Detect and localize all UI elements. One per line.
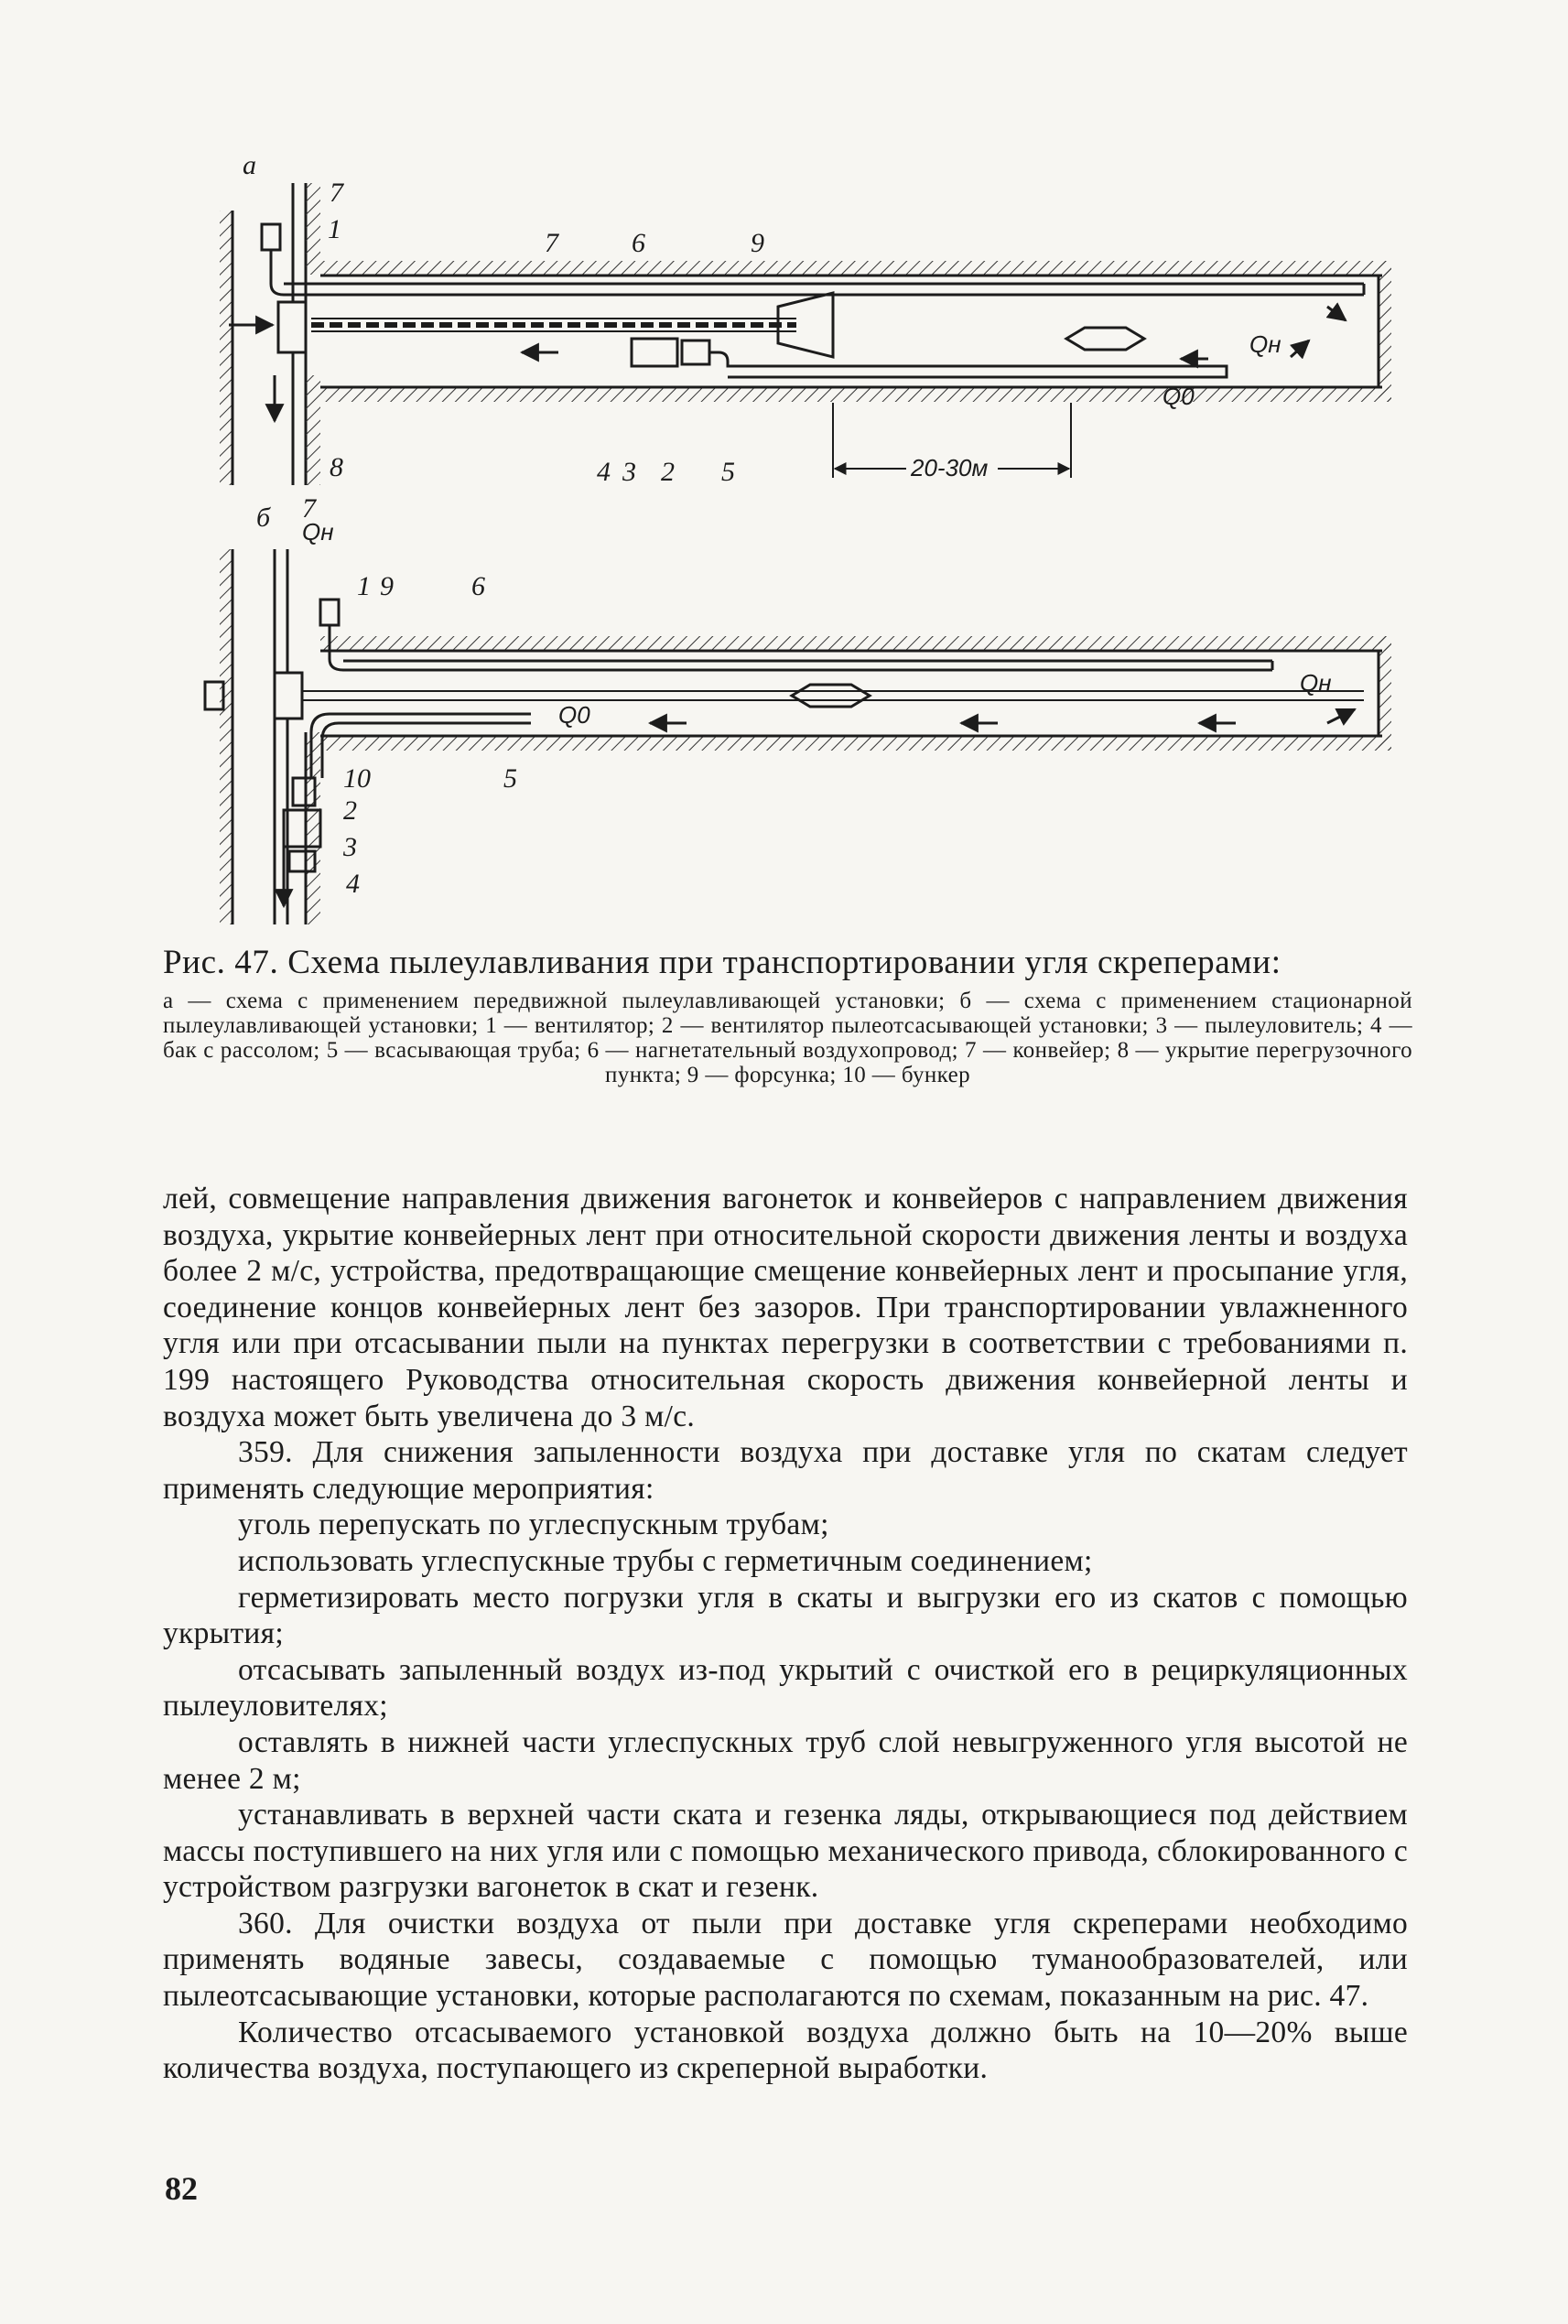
label-2: 2 <box>661 457 675 487</box>
dust-collection-diagram <box>192 146 1400 934</box>
list-item: отсасывать запыленный воздух из-под укрытий с очисткой его в рециркуляционных пылеуловителях; <box>163 1652 1408 1724</box>
list-item: устанавливать в верхней части ската и гезенка ляды, открывающиеся под действием массы поступившего на них угля или с помощью механического привода, сблокированного с устройством разгрузки вагонеток в скат и гезенк. <box>163 1798 1408 1905</box>
label-9: 9 <box>380 571 394 601</box>
transfer-cover <box>275 673 302 719</box>
flow-label-qn: Qн <box>1249 330 1281 358</box>
list-item: использовать углеспускные трубы с герметичным соединением; <box>238 1543 1093 1578</box>
label-6: 6 <box>471 571 485 601</box>
paragraph: Количество отсасываемого установкой воздуха должно быть на 10—20% выше количества воздуха, поступающего из скреперной выработки. <box>163 2015 1408 2086</box>
scraper <box>792 685 870 707</box>
label-7: 7 <box>330 178 343 208</box>
dimension-label: 20-30м <box>911 454 989 481</box>
list-item: оставлять в нижней части углеспускных труб слой невыгруженного угля высотой не менее 2 м; <box>163 1724 1408 1796</box>
label-8: 8 <box>330 452 343 482</box>
drift-roof-hatch <box>320 636 1391 651</box>
figure-caption <box>163 943 1412 1087</box>
caption-title: Рис. 47. Схема пылеулавливания при транспортировании угля скреперами: <box>163 944 1281 981</box>
label-6: 6 <box>632 228 645 258</box>
drift-roof-hatch <box>320 261 1391 276</box>
fan-1 <box>320 600 339 625</box>
air-arrow <box>1291 340 1309 357</box>
label-1: 1 <box>357 571 371 601</box>
label-3: 3 <box>622 457 636 487</box>
label-7: 7 <box>545 228 558 258</box>
nozzle-9 <box>778 293 833 357</box>
fan-1 <box>262 224 280 250</box>
label-4: 4 <box>597 457 611 487</box>
flow-label-qn: Qн <box>1300 669 1332 697</box>
transfer-cover-8 <box>278 302 306 352</box>
shaft-wall-hatch <box>306 375 320 485</box>
air-arrow <box>1327 307 1346 320</box>
label-3: 3 <box>343 832 357 862</box>
label-4: 4 <box>346 869 360 899</box>
caption-legend: а — схема с применением передвижной пылеулавливающей установки; б — схема с применением стационарной пылеулавливающей установки; 1 — вентилятор; 2 — вентилятор пылеотсасывающей установки; 3 — пылеуловитель; 4 — бак с рассолом; 5 — всасывающая труба; 6 — нагнетательный воздухопровод; 7 — конвейер; 8 — укрытие перегрузочного пункта; 9 — форсунка; 10 — бункер <box>163 989 1412 1087</box>
shaft-wall-hatch <box>306 732 320 924</box>
label-1: 1 <box>328 214 341 244</box>
label-5: 5 <box>503 763 517 794</box>
drift-face-hatch <box>1379 636 1391 751</box>
collector-fan-2 <box>682 340 709 364</box>
paragraph: 360. Для очистки воздуха от пыли при доставке угля скреперами необходимо применять водяные завесы, создаваемые с помощью туманообразователей, или пылеотсасывающие установки, которые располагаются по схемам, показанным на рис. 47. <box>163 1906 1408 2014</box>
paragraph: лей, совмещение направления движения вагонеток и конвейеров с направлением движения воздуха, укрытие конвейерных лент при относительной скорости движения ленты и воздуха более 2 м/с, устройства, предотвращающие смещение конвейерных лент и просыпание угля, соединение концов конвейерных лент без зазоров. При транспортировании увлажненного угля или при отсасывании пыли на пунктах перегрузки в соответствии с требованиями п. 199 настоящего Руководства относительная скорость движения конвейерной ленты и воздуха может быть увеличена до 3 м/с. <box>163 1182 1408 1433</box>
label-9: 9 <box>751 228 764 258</box>
drift-floor-hatch <box>320 387 1391 402</box>
panel-b-label: б <box>256 503 271 533</box>
panel-a-label: а <box>243 150 256 180</box>
label-2: 2 <box>343 795 357 826</box>
drift-floor-hatch <box>320 736 1391 751</box>
figure-47 <box>192 146 1400 934</box>
shaft-wall-hatch <box>220 211 232 485</box>
shaft-wall-hatch <box>306 183 320 275</box>
flow-label-q0: Q0 <box>558 701 590 729</box>
dust-collector-3 <box>632 339 677 366</box>
suction-pipe-5 <box>709 352 1227 377</box>
label-5: 5 <box>721 457 735 487</box>
scraper <box>1066 328 1144 350</box>
shaft-wall-hatch <box>220 549 232 924</box>
drift-face-hatch <box>1379 261 1391 402</box>
flow-label-q0: Q0 <box>1162 383 1195 410</box>
body-text <box>163 1181 1408 2087</box>
flow-label-qn: Qн <box>302 518 334 546</box>
list-item: уголь перепускать по углеспускным трубам; <box>238 1508 829 1542</box>
page-number: 82 <box>165 2170 198 2207</box>
label-7: 7 <box>302 493 316 524</box>
air-arrow <box>1327 709 1355 723</box>
list-item: герметизировать место погрузки угля в скаты и выгрузки его из скатов с помощью укрытия; <box>163 1580 1408 1651</box>
paragraph: 359. Для снижения запыленности воздуха при доставке угля по скатам следует применять следующие мероприятия: <box>163 1435 1408 1506</box>
label-10: 10 <box>343 763 371 794</box>
